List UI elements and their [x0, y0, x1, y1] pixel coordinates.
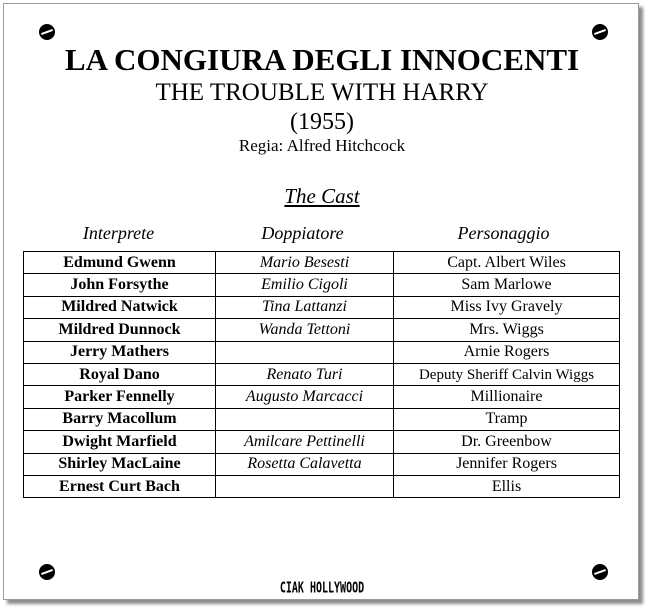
table-row [24, 408, 620, 430]
role-cell: Sam Marlowe [394, 274, 620, 296]
actor-cell: Royal Dano [24, 363, 216, 385]
table-row [24, 475, 620, 497]
plaque [3, 3, 639, 600]
column-header-actor: Interprete [82, 223, 155, 243]
voice-cell: Mario Besesti [216, 252, 394, 274]
table-row [24, 431, 620, 453]
director-credit: Regia: Alfred Hitchcock [238, 136, 406, 155]
role-cell: Mrs. Wiggs [394, 319, 620, 341]
role-cell: Tramp [394, 408, 620, 430]
role-cell: Deputy Sheriff Calvin Wiggs [394, 363, 620, 385]
screw-icon [39, 24, 55, 40]
voice-cell: Amilcare Pettinelli [216, 431, 394, 453]
table-row [24, 453, 620, 475]
actor-cell: John Forsythe [24, 274, 216, 296]
voice-cell: Wanda Tettoni [216, 319, 394, 341]
cast-heading: The Cast [284, 184, 360, 208]
movie-title: LA CONGIURA DEGLI INNOCENTI [64, 42, 580, 77]
ciak-hollywood-logo [4, 578, 640, 596]
role-cell: Jennifer Rogers [394, 453, 620, 475]
column-header-role: Personaggio [457, 223, 550, 243]
cast-table [23, 251, 620, 498]
actor-cell: Edmund Gwenn [24, 252, 216, 274]
original-title: THE TROUBLE WITH HARRY [155, 79, 489, 106]
table-row [24, 363, 620, 385]
voice-cell: Renato Turi [216, 363, 394, 385]
voice-cell: Rosetta Calavetta [216, 453, 394, 475]
actor-cell: Shirley MacLaine [24, 453, 216, 475]
role-cell: Millionaire [394, 386, 620, 408]
actor-cell: Dwight Marfield [24, 431, 216, 453]
actor-cell: Parker Fennelly [24, 386, 216, 408]
voice-cell: Tina Lattanzi [216, 296, 394, 318]
role-cell: Dr. Greenbow [394, 431, 620, 453]
table-row [24, 252, 620, 274]
column-header-voice: Doppiatore [261, 223, 344, 243]
screw-icon [592, 24, 608, 40]
table-row [24, 341, 620, 363]
actor-cell: Mildred Dunnock [24, 319, 216, 341]
voice-cell: Augusto Marcacci [216, 386, 394, 408]
role-cell: Miss Ivy Gravely [394, 296, 620, 318]
actor-cell: Jerry Mathers [24, 341, 216, 363]
logo-text: CIAK HOLLYWOOD [279, 580, 365, 597]
table-row [24, 296, 620, 318]
actor-cell: Barry Macollum [24, 408, 216, 430]
table-row [24, 386, 620, 408]
table-row [24, 319, 620, 341]
role-cell: Ellis [394, 475, 620, 497]
voice-cell [216, 341, 394, 363]
voice-cell [216, 475, 394, 497]
actor-cell: Mildred Natwick [24, 296, 216, 318]
release-year: (1955) [290, 109, 354, 135]
voice-cell: Emilio Cigoli [216, 274, 394, 296]
role-cell: Capt. Albert Wiles [394, 252, 620, 274]
role-cell: Arnie Rogers [394, 341, 620, 363]
table-row [24, 274, 620, 296]
voice-cell [216, 408, 394, 430]
actor-cell: Ernest Curt Bach [24, 475, 216, 497]
